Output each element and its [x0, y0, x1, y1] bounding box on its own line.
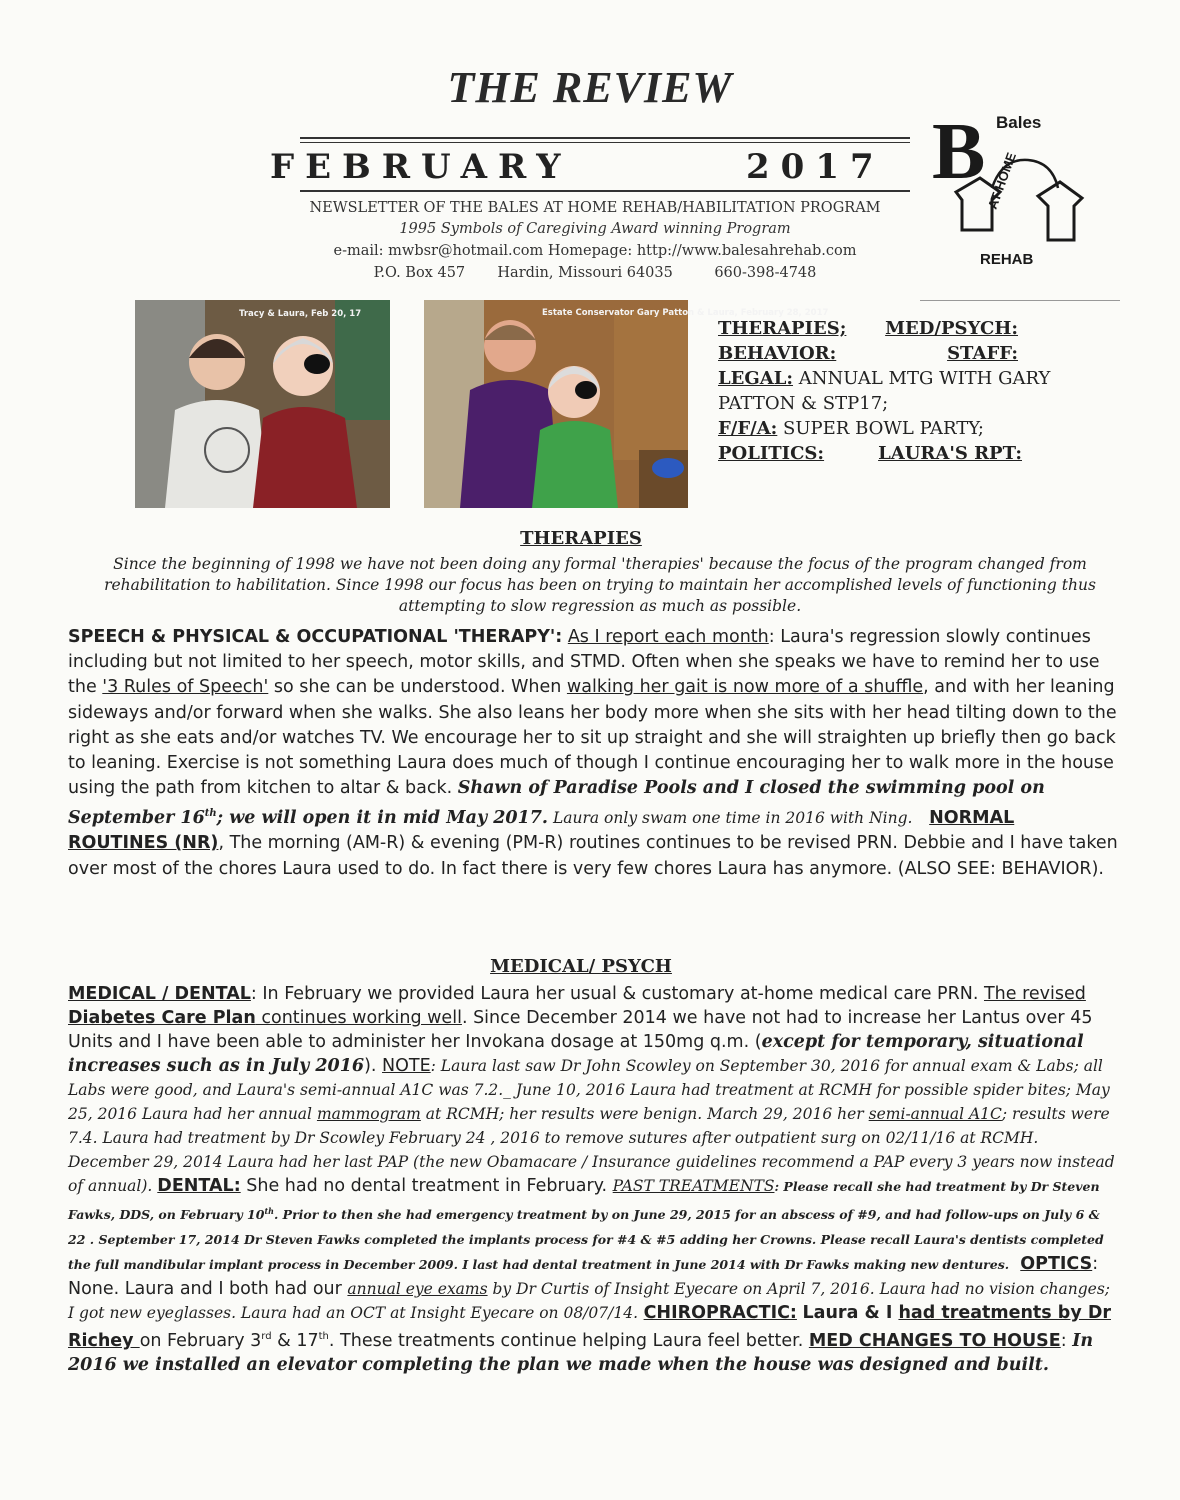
chiro-treatments: had treatments by Dr Richey: [68, 1303, 1111, 1351]
a1c-text: semi-annual A1C: [868, 1105, 1002, 1123]
medical-paragraph: [68, 982, 1118, 1377]
toc-legal: LEGAL:: [718, 368, 794, 389]
mammogram-text: mammogram: [316, 1105, 421, 1123]
photo-tracy-laura: [135, 300, 390, 508]
diabetes-care-plan: Diabetes Care Plan: [68, 1008, 256, 1028]
newsletter-title: THE REVIEW: [447, 63, 733, 112]
note-text-2: at RCMH; her results were benign. March 29, 2016 her: [420, 1105, 869, 1123]
toc-behavior: BEHAVIOR:: [718, 343, 837, 364]
optics-label: OPTICS: [1020, 1254, 1093, 1275]
mc-text-2: completing the plan we made when the house was designed and built.: [356, 1354, 1049, 1375]
therapies-intro: Since the beginning of 1998 we have not been doing any formal 'therapies' because the focus of the program changed from rehabilitation to habilitation. Since 1998 our focus has been on trying to maintain her accomplished levels of functioning thus attempting to slow regression as much as possible.: [104, 555, 1096, 615]
dental-text: She had no dental treatment in February.: [240, 1176, 613, 1196]
photo-tracy-laura-image: [135, 300, 390, 508]
past-sup: th: [264, 1206, 274, 1216]
therapies-text-2: so she can be understood. When: [268, 677, 567, 698]
therapies-heading: THERAPIES: [520, 528, 642, 549]
medical-heading: MEDICAL/ PSYCH: [490, 956, 672, 977]
toc-med-psych: MED/PSYCH:: [885, 318, 1018, 339]
med-changes-label: MED CHANGES TO HOUSE: [808, 1330, 1061, 1351]
pool-text-1: Shawn of Paradise Pools and I closed the swimming pool on September 16: [68, 778, 1045, 829]
note-text-3: ; results were 7.4. Laura had treatment by Dr Scowley February 24 , 2016 to remove sutures after outpatient surg on 02/11/16 at RCMH. December 29, 2014 Laura had her last PAP (the new Obamacare / Insurance guidelines recommend a PAP every 3 years now instead of annual).: [68, 1105, 1115, 1195]
past-text-2: . Prior to then she had emergency treatment by on June 29, 2015 for an abscess of #9, and had follow-ups on July 6 & 22 . September 17, 2014 Dr Steven Fawks completed the implants process for #4 & #5 adding her Crowns. Please recall Laura's dentists completed the full mandibular implant process in December 2009. I last had dental treatment in June 2014 with Dr Fawks making new dentures.: [68, 1207, 1104, 1273]
therapies-text-1: : Laura's regression slowly continues including but not limited to her speech, motor skills, and STMD. Often when she speaks we have to remind her to use the: [68, 627, 1100, 698]
title-rule-top: [300, 137, 910, 139]
logo-graphic: [918, 100, 1118, 280]
as-report-text: As I report each month: [567, 627, 769, 647]
medical-dental-label: MEDICAL / DENTAL: [68, 984, 251, 1004]
optics-text-1: : None. Laura and I both had our: [68, 1254, 1099, 1300]
medical-text-3: ).: [364, 1056, 383, 1076]
toc-politics: POLITICS:: [718, 443, 825, 464]
award-line: 1995 Symbols of Caregiving Award winning Program: [399, 221, 791, 237]
logo-arc-text: AT-HOME: [984, 150, 1019, 212]
swam-text: Laura only swam one time in 2016 with Ning.: [548, 809, 913, 828]
toc-therapies: THERAPIES;: [718, 318, 847, 339]
logo-bottom-text: REHAB: [980, 251, 1034, 268]
photo-caption-1: Tracy & Laura, Feb 20, 17: [239, 309, 362, 319]
toc-ffa-text: SUPER BOWL PARTY;: [777, 418, 984, 439]
logo-letter: B: [932, 108, 986, 196]
city-line: Hardin, Missouri 64035: [497, 265, 673, 281]
optics-text-2: by Dr Curtis of Insight Eyecare on April 7, 2016. Laura had no vision changes; I got new eyeglasses. Laura had an OCT at Insight Eyecare on 08/07/14.: [68, 1280, 1110, 1323]
logo-divider: [920, 300, 1120, 301]
note-label: NOTE: [382, 1056, 431, 1076]
toc-lauras-rpt: LAURA'S RPT:: [878, 443, 1022, 464]
mc-text-1: In 2016 we: [68, 1330, 1094, 1375]
normal-routines-label: NORMAL ROUTINES (NR): [68, 808, 1015, 854]
chiro-sup-1: rd: [261, 1331, 272, 1343]
toc-legal-text: ANNUAL MTG WITH GARY PATTON & STP17;: [718, 368, 1051, 414]
medical-text-2: . Since December 2014 we have not had to increase her Lantus over 45 Units and I have been able to administer her Invokana dosage at 150mg q.m. (: [68, 1008, 1093, 1052]
eye-exams-text: annual eye exams: [347, 1280, 488, 1299]
phone-number: 660-398-4748: [714, 265, 817, 281]
issue-year: 2017: [746, 147, 885, 187]
working-text: continues working well: [255, 1008, 462, 1028]
note-text: [68, 1057, 1115, 1195]
po-box: P.O. Box 457: [373, 265, 466, 281]
medical-text-1: : In February we provided Laura her usual & customary at-home medical care PRN.: [250, 984, 984, 1004]
mc-elevator: installed an elevator: [155, 1354, 357, 1375]
chiropractic-label: CHIROPRACTIC:: [643, 1303, 797, 1324]
logo-name: Bales: [996, 113, 1042, 132]
contact-line: e-mail: mwbsr@hotmail.com Homepage: http://www.balesahrehab.com: [333, 243, 857, 259]
chiro-lead: Laura & I: [802, 1303, 899, 1324]
contents-box: [718, 316, 1138, 466]
dental-label: DENTAL:: [157, 1176, 241, 1196]
address-line: [250, 265, 940, 281]
title-rule-bottom: [300, 190, 910, 192]
revised-text: The revised: [983, 984, 1086, 1004]
photo-caption-2: Estate Conservator Gary Patton & Laura, February 28, 2017: [542, 308, 829, 318]
therapies-text-3: , and with her leaning sideways and/or forward when she walks. She also leans her body more when she sits with her head tilting down to the right as she eats and/or watches TV. We encourage her to sit up straight and she will straighten up briefly then go back to leaning. Exercise is not something Laura does much of though I continue encouraging her to walk more in the house using the path from kitchen to altar & back.: [68, 677, 1117, 799]
chiro-sup-2: th: [318, 1331, 329, 1343]
newsletter-subtitle: NEWSLETTER OF THE BALES AT HOME REHAB/HABILITATION PROGRAM: [309, 200, 881, 216]
toc-ffa: F/F/A:: [718, 418, 778, 439]
therapies-text-4: , The morning (AM-R) & evening (PM-R) routines continues to be revised PRN. Debbie and I have taken over most of the chores Laura used to do. In fact there is very few chores Laura has anymore. (ALSO SEE: BEHAVIOR).: [68, 833, 1118, 879]
med-changes-colon: :: [1060, 1330, 1073, 1351]
except-text: except for temporary, situational increases such as in July 2016: [68, 1032, 1084, 1076]
gait-text: walking her gait is now more of a shuffle: [566, 677, 924, 698]
toc-staff: STAFF:: [947, 343, 1018, 364]
issue-month: FEBRUARY: [270, 147, 572, 187]
bales-logo: [918, 100, 1118, 280]
chiro-text-2: & 17: [271, 1330, 319, 1351]
note-text-1: : Laura last saw Dr John Scowley on September 30, 2016 for annual exam & Labs; all Labs were good, and Laura's semi-annual A1C was 7.2._ June 10, 2016 Laura had treatment at RCMH for possible spider bites; May 25, 2016 Laura had her annual: [68, 1057, 1110, 1123]
therapies-paragraph: [68, 625, 1118, 882]
past-text-1: : Please recall she had treatment by Dr Steven Fawks, DDS, on February 10: [68, 1179, 1100, 1223]
pool-sup: th: [204, 808, 217, 820]
pool-text-2: ; we will open it in mid May 2017.: [216, 808, 549, 829]
title-rule-top-thin: [300, 142, 910, 143]
speech-therapy-label: SPEECH & PHYSICAL & OCCUPATIONAL 'THERAPY':: [68, 627, 563, 647]
past-treatments-label: PAST TREATMENTS: [612, 1177, 775, 1195]
chiro-text-1: on February 3: [139, 1330, 262, 1351]
rules-of-speech: '3 Rules of Speech': [102, 677, 269, 698]
chiro-text-3: . These treatments continue helping Laura feel better.: [328, 1330, 809, 1351]
